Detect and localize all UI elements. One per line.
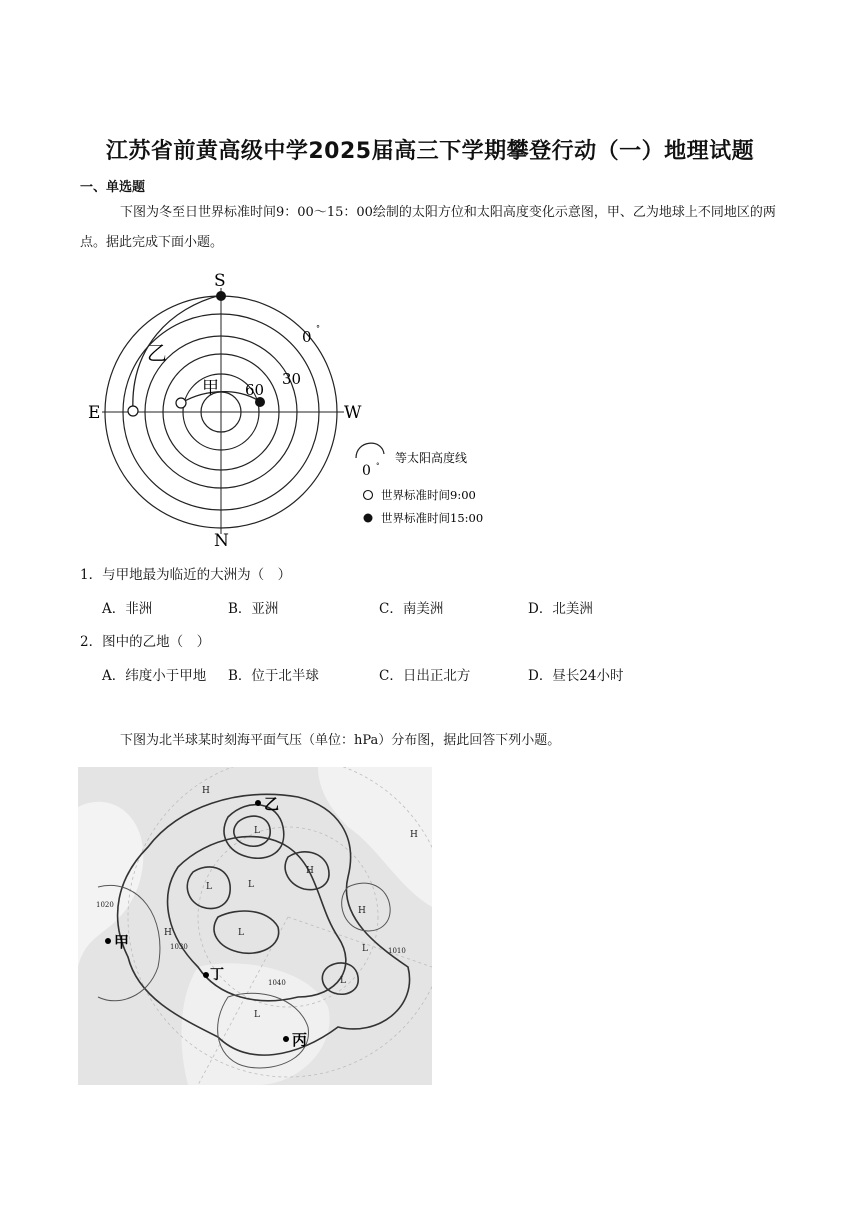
jia-0900-point [176,398,186,408]
altitude-label-0: 0 [302,328,312,346]
label-jia: 甲 [202,378,219,398]
legend-iso-label: 等太阳高度线 [395,451,468,465]
q1-option-d[interactable]: D．北美洲 [528,601,593,617]
point-jia [105,938,111,944]
direction-n: N [214,531,229,548]
low-center: L [254,826,260,836]
question-1-stem: 1．与甲地最为临近的大洲为（ ） [80,567,292,583]
isobar-label: 1030 [170,943,188,951]
low-center: L [340,976,346,986]
legend-degree-mark: ° [376,462,380,470]
point-bing [283,1036,289,1042]
label-bing: 丙 [292,1031,308,1049]
low-center: L [254,1010,260,1020]
low-center: L [238,928,244,938]
legend-filled-label: 世界标准时间15:00 [381,511,484,525]
direction-s: S [214,271,226,291]
legend-iso-value: 0 [362,463,371,479]
q2-option-b[interactable]: B．位于北半球 [228,668,319,684]
high-center: H [358,906,366,916]
q2-option-c[interactable]: C．日出正北方 [379,668,471,684]
isobar-label: 1010 [388,947,406,955]
question-intro-2: 下图为北半球某时刻海平面气压（单位：hPa）分布图，据此回答下列小题。 [120,733,561,748]
question-intro-1: 下图为冬至日世界标准时间9：00～15：00绘制的太阳方位和太阳高度变化示意图，甲、乙为地球上不同地区的两点。据此完成下面小题。 [80,205,776,250]
question-2-stem: 2．图中的乙地（ ） [80,634,211,650]
altitude-label-30: 30 [282,370,302,388]
direction-e: E [88,403,101,423]
legend-filled-circle [364,514,373,523]
legend-iso-icon [356,443,384,458]
q1-option-a[interactable]: A．非洲 [102,601,153,617]
label-ding: 丁 [210,967,224,983]
pressure-map [78,767,432,1085]
high-center: H [164,928,172,938]
high-center: H [410,830,418,840]
isobar-label: 1040 [268,979,286,987]
label-yi: 乙 [147,341,167,365]
q1-option-b[interactable]: B．亚洲 [228,601,279,617]
page-title: 江苏省前黄高级中学2025届高三下学期攀登行动（一）地理试题 [105,139,755,164]
low-center: L [206,882,212,892]
low-center: L [362,944,368,954]
legend-open-label: 世界标准时间9:00 [381,488,476,502]
high-center: H [202,786,210,796]
q2-option-a[interactable]: A．纬度小于甲地 [102,668,207,684]
isobar-label: 1020 [96,901,114,909]
section-heading: 一、单选题 [80,180,146,195]
altitude-label-60: 60 [245,381,265,399]
q2-option-d[interactable]: D．昼长24小时 [528,668,624,684]
degree-mark: ° [316,324,320,333]
yi-1500-point [216,291,226,301]
direction-w: W [344,403,362,423]
point-ding [203,972,209,978]
legend-open-circle [364,491,373,500]
sun-altitude-diagram [80,268,510,548]
point-yi [255,800,261,806]
label-jia: 甲 [114,933,130,951]
label-yi: 乙 [264,795,280,813]
low-center: L [248,880,254,890]
yi-0900-point [128,406,138,416]
q1-option-c[interactable]: C．南美洲 [379,601,444,617]
high-center: H [306,866,314,876]
